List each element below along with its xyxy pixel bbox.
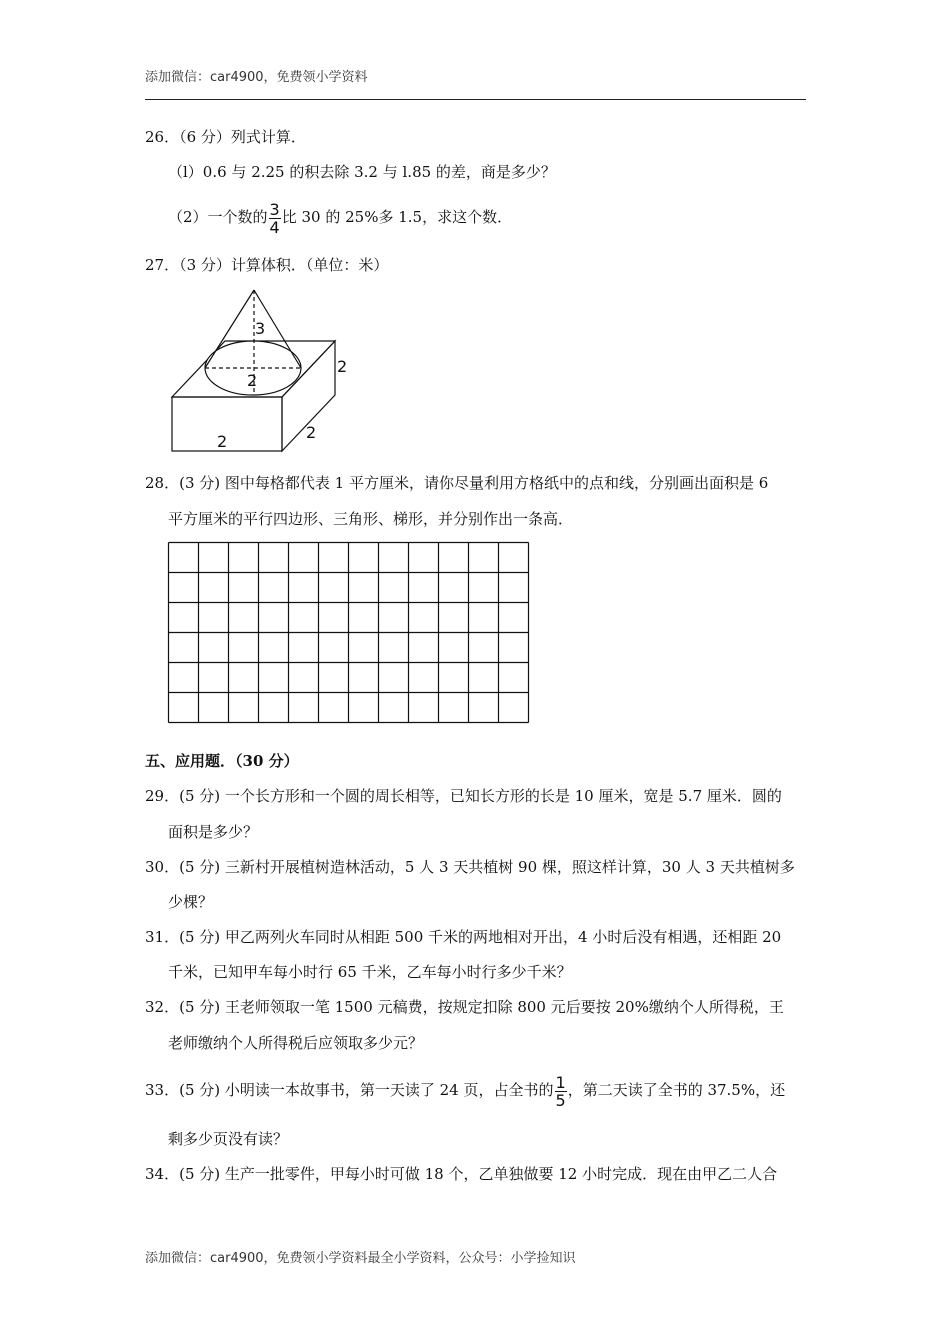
q26-part2 xyxy=(168,197,512,237)
q26-title: 26．（6 分）列式计算． xyxy=(145,128,306,146)
square-grid xyxy=(167,541,530,724)
q26-fraction-denominator: 4 xyxy=(269,217,280,237)
q29-line2: 面积是多少？ xyxy=(168,823,259,841)
q31-line2: 千米，已知甲车每小时行 65 千米，乙车每小时行多少千米？ xyxy=(168,963,572,981)
q27-title: 27．（3 分）计算体积．（单位：米） xyxy=(145,256,389,274)
q31-line1: 31．(5 分) 甲乙两列火车同时从相距 500 千米的两地相对开出，4 小时后没有相遇，还相距 20 xyxy=(145,928,782,946)
q27-figure xyxy=(165,283,365,455)
header-rule xyxy=(145,99,806,100)
q33-fraction xyxy=(555,1074,567,1109)
q33-line1 xyxy=(145,1070,785,1110)
q33-fraction-denominator: 5 xyxy=(555,1090,566,1110)
q26-part2-prefix: （2）一个数的 xyxy=(168,208,268,226)
label-box-height: 2 xyxy=(337,357,348,376)
q28-line1: 28．(3 分) 图中每格都代表 1 平方厘米，请你尽量利用方格纸中的点和线，分别画出面积是 6 xyxy=(145,474,769,492)
label-box-length: 2 xyxy=(217,432,228,451)
q26-part2-suffix: 比 30 的 25%多 1.5，求这个数． xyxy=(281,208,513,226)
q30-line2: 少棵？ xyxy=(168,893,214,911)
label-cone-height: 3 xyxy=(255,319,266,338)
q26-part1: （l）0.6 与 2.25 的积去除 3.2 与 l.85 的差，商是多少？ xyxy=(168,163,556,181)
q32-line2: 老师缴纳个人所得税后应领取多少元？ xyxy=(168,1034,424,1052)
label-cone-diameter: 2 xyxy=(247,371,258,390)
page-footer: 添加微信：car4900，免费领小学资料最全小学资料，公众号：小学捡知识 xyxy=(145,1251,576,1266)
q32-line1: 32．(5 分) 王老师领取一笔 1500 元稿费，按规定扣除 800 元后要按 20%缴纳个人所得税，王 xyxy=(145,998,784,1016)
page-header: 添加微信：car4900，免费领小学资料 xyxy=(145,70,368,85)
q33-line1-suffix: ，第二天读了全书的 37.5%，还 xyxy=(567,1081,786,1099)
q29-line1: 29．(5 分) 一个长方形和一个圆的周长相等，已知长方形的长是 10 厘米，宽是 5.7 厘米．圆的 xyxy=(145,787,782,805)
q28-line2: 平方厘米的平行四边形、三角形、梯形，并分别作出一条高． xyxy=(168,510,574,528)
q34-line1: 34．(5 分) 生产一批零件，甲每小时可做 18 个，乙单独做要 12 小时完成．现在由甲乙二人合 xyxy=(145,1165,778,1183)
q26-fraction-numerator: 3 xyxy=(269,199,280,219)
q30-line1: 30．(5 分) 三新村开展植树造林活动，5 人 3 天共植树 90 棵，照这样计算，30 人 3 天共植树多 xyxy=(145,858,795,876)
q33-fraction-numerator: 1 xyxy=(555,1072,566,1092)
label-box-width: 2 xyxy=(306,423,317,442)
section5-title: 五、应用题．（30 分） xyxy=(145,752,299,770)
q33-line1-prefix: 33．(5 分) 小明读一本故事书，第一天读了 24 页，占全书的 xyxy=(145,1081,554,1099)
q26-fraction xyxy=(269,201,281,236)
q33-line2: 剩多少页没有读？ xyxy=(168,1130,289,1148)
